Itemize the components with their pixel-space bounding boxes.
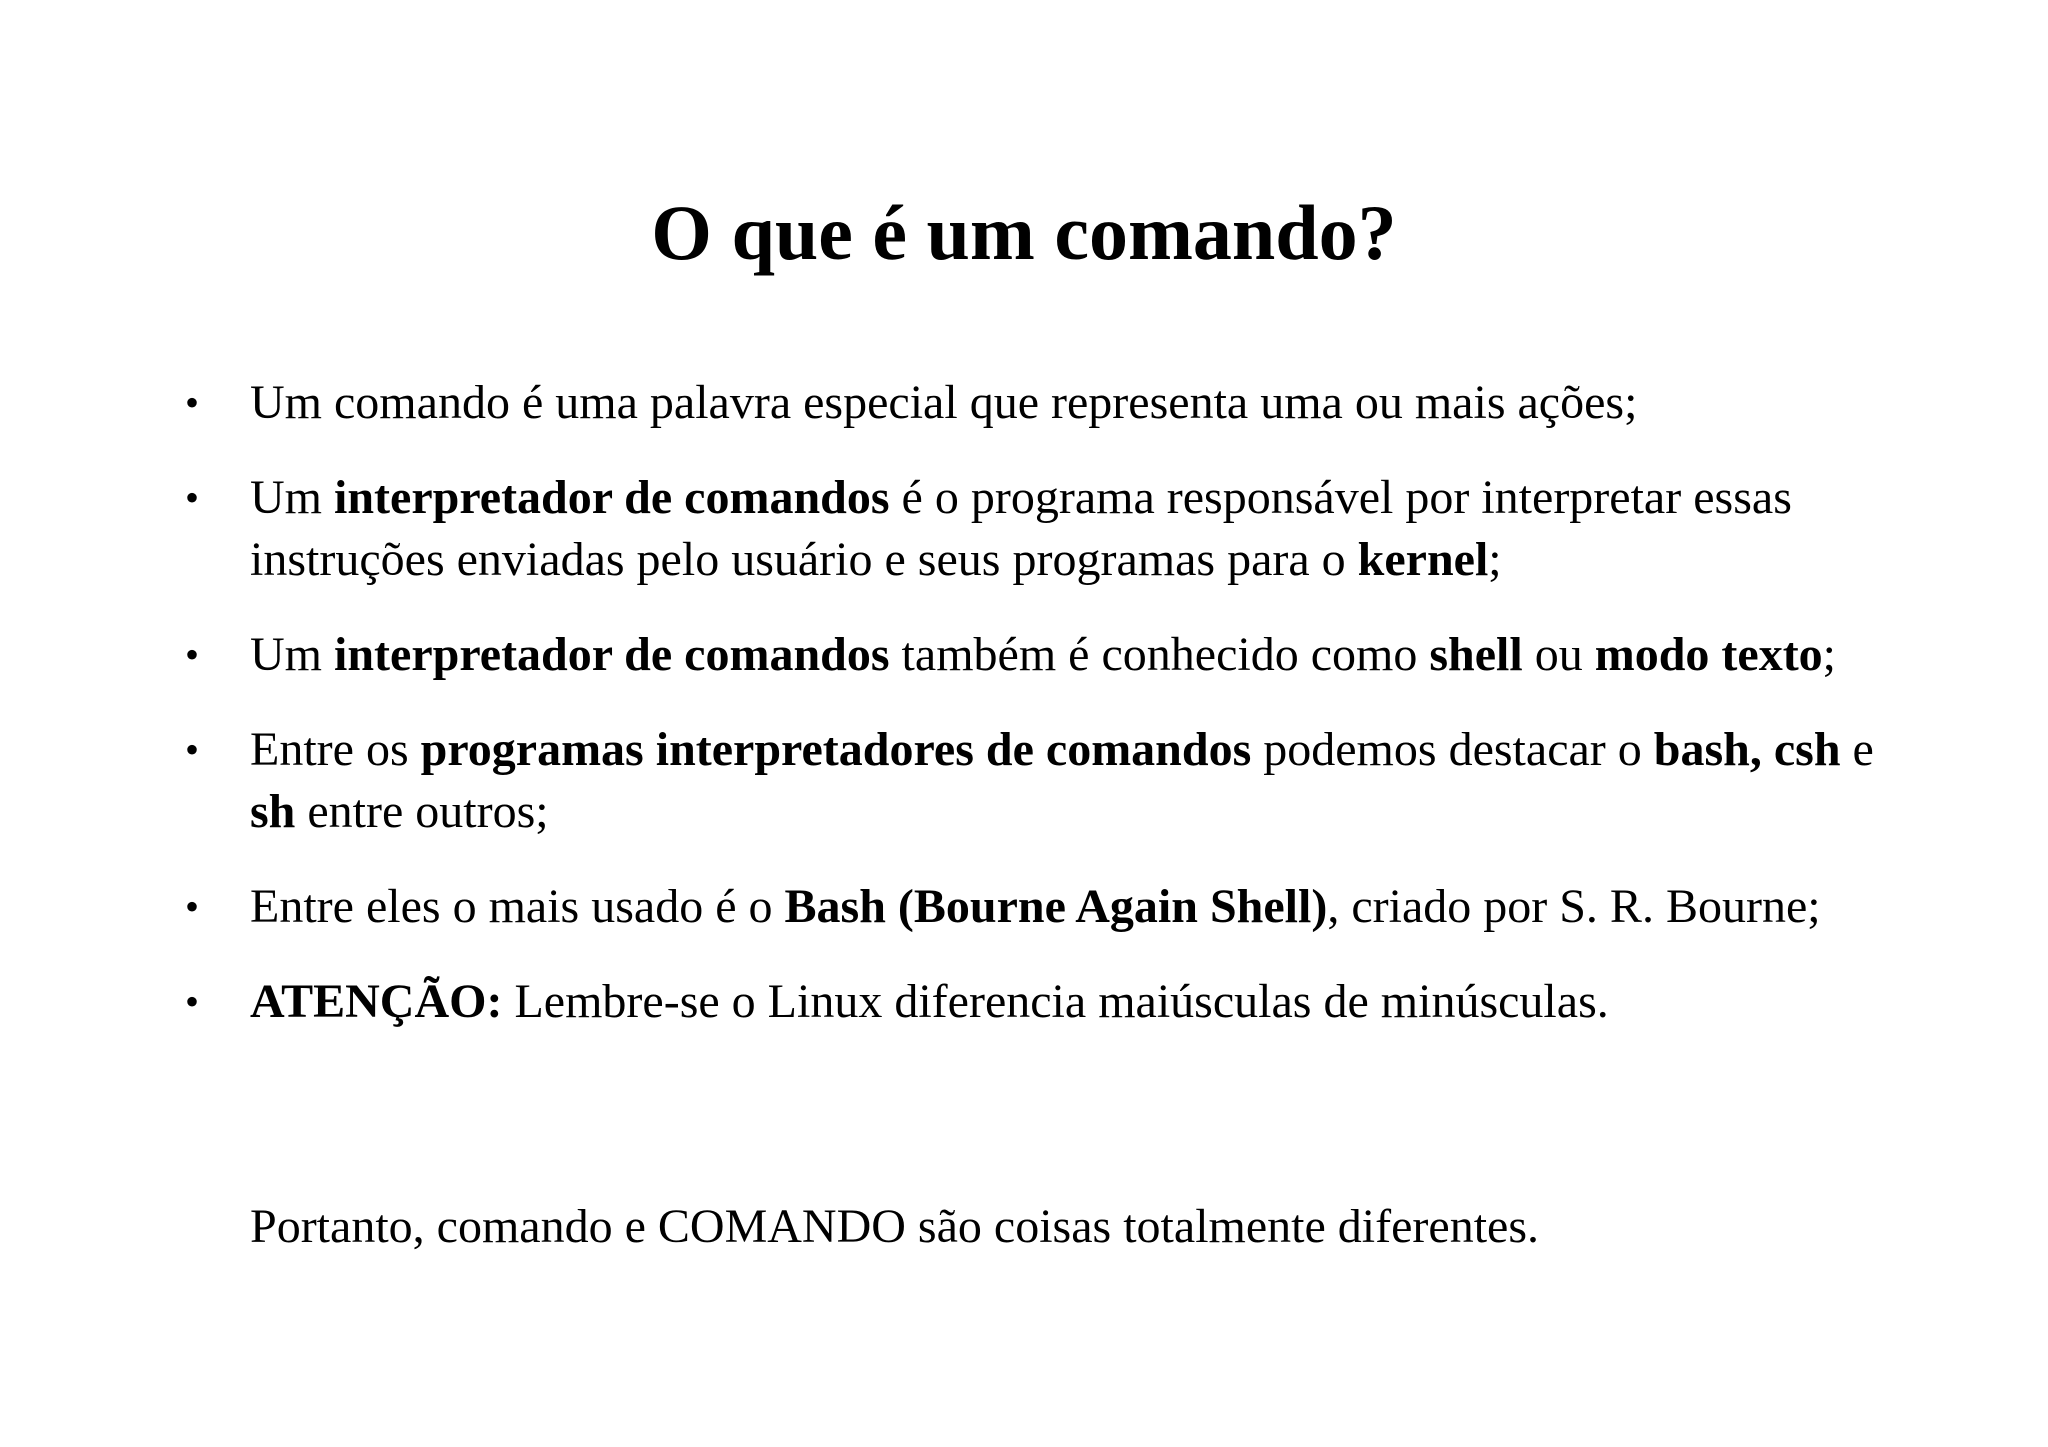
bullet-marker: • xyxy=(185,475,200,520)
bullet-text: Entre os xyxy=(250,723,421,776)
bullet-list xyxy=(185,372,1905,1066)
bullet-text: e xyxy=(1840,723,1874,776)
bullet-text: também é conhecido como xyxy=(889,628,1430,681)
bullet-marker: • xyxy=(185,632,200,677)
bullet-text: Um xyxy=(250,471,334,524)
bullet-text: Um comando é uma palavra especial que representa uma ou mais ações; xyxy=(250,376,1638,429)
bullet-marker: • xyxy=(185,884,200,929)
bold-term: interpretador de comandos xyxy=(334,471,890,524)
bold-term: ATENÇÃO: xyxy=(250,975,503,1028)
bold-term: bash, csh xyxy=(1653,723,1841,776)
slide-title: O que é um comando? xyxy=(651,189,1397,276)
bold-term: interpretador de comandos xyxy=(334,628,890,681)
bold-term: sh xyxy=(250,785,296,838)
bold-term: Bash (Bourne Again Shell) xyxy=(784,880,1328,933)
bullet-text: ; xyxy=(1488,533,1502,586)
bold-term: kernel xyxy=(1357,533,1489,586)
bold-term: shell xyxy=(1429,628,1523,681)
bullet-marker: • xyxy=(185,979,200,1024)
bullet-text: Lembre-se o Linux diferencia maiúsculas de minúsculas. xyxy=(502,975,1609,1028)
bullet-item xyxy=(185,467,1905,591)
bullet-text: Entre eles o mais usado é o xyxy=(250,880,785,933)
bullet-item xyxy=(185,372,1905,434)
bullet-text: , criado por S. R. Bourne; xyxy=(1327,880,1821,933)
bullet-text: ou xyxy=(1522,628,1595,681)
bullet-marker: • xyxy=(185,727,200,772)
bullet-item xyxy=(185,971,1905,1033)
bullet-item xyxy=(185,876,1905,938)
closing-note: Portanto, comando e COMANDO são coisas totalmente diferentes. xyxy=(250,1200,1540,1253)
bold-term: modo texto xyxy=(1594,628,1823,681)
bullet-item xyxy=(185,624,1905,686)
bullet-text: Um xyxy=(250,628,334,681)
bold-term: programas interpretadores de comandos xyxy=(420,723,1252,776)
bullet-text: podemos destacar o xyxy=(1251,723,1654,776)
bullet-item xyxy=(185,719,1905,843)
bullet-text: entre outros; xyxy=(295,785,549,838)
bullet-text: é o programa responsável por interpretar essas instruções enviadas pelo usuário e seus programas para o xyxy=(250,471,1792,586)
bullet-text: ; xyxy=(1822,628,1837,681)
bullet-marker: • xyxy=(185,380,200,425)
